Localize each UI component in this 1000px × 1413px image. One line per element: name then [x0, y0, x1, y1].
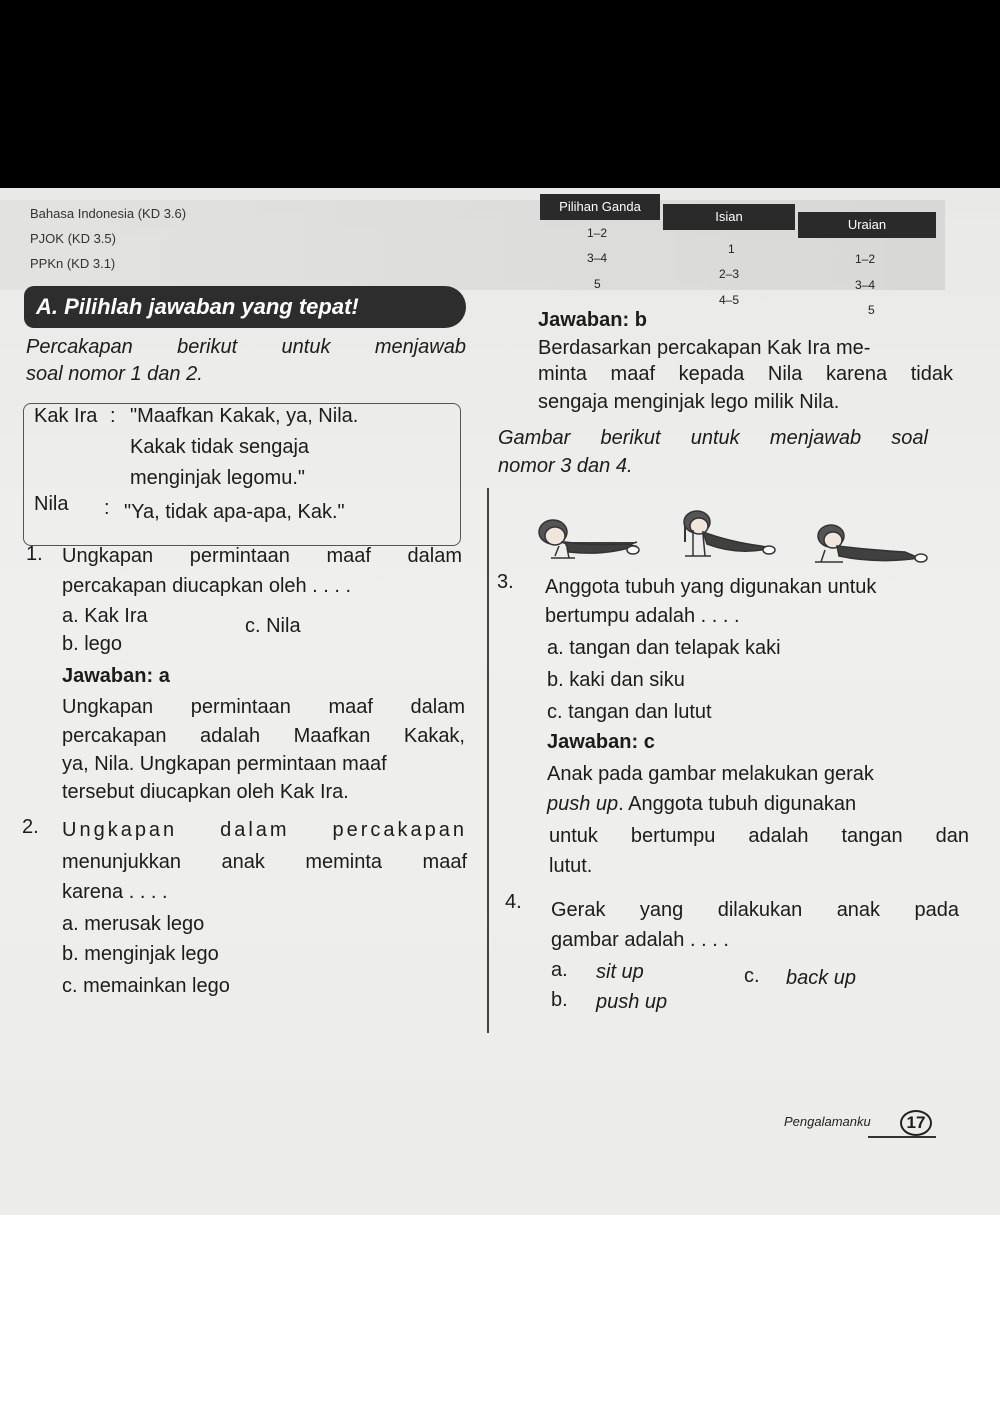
- uraian-row-2: 3–4: [855, 278, 876, 292]
- child-figure-1: [539, 520, 639, 558]
- q4-option-b-label: b.: [551, 989, 568, 1011]
- intro-line-1: Percakapan berikut untuk menjawab: [26, 336, 466, 358]
- q2-number: 2.: [22, 816, 39, 838]
- q4-option-b: push up: [596, 991, 668, 1013]
- section-title: A. Pilihlah jawaban yang tepat!: [24, 286, 466, 328]
- q4-option-a-label: a.: [551, 959, 568, 981]
- scan-border-top: [0, 0, 1000, 188]
- dialog-speaker-1: Kak Ira: [34, 405, 98, 427]
- dialog-line-1: "Maafkan Kakak, ya, Nila.: [130, 405, 359, 427]
- kd-subject-2: PJOK (KD 3.5): [30, 231, 116, 246]
- q1-option-a: a. Kak Ira: [62, 605, 148, 627]
- q1-answer: Jawaban: a: [62, 665, 170, 687]
- header-pilihan-ganda: Pilihan Ganda: [540, 194, 660, 220]
- q1-line-2: percakapan diucapkan oleh . . . .: [62, 575, 352, 597]
- dialog-line-4: "Ya, tidak apa-apa, Kak.": [124, 501, 345, 523]
- kd-subject-3: PPKn (KD 3.1): [30, 256, 116, 271]
- child-figure-3: [815, 525, 927, 562]
- q2-answer: Jawaban: b: [538, 309, 647, 331]
- isian-row-2: 2–3: [719, 267, 740, 281]
- dialog-colon-1: :: [110, 405, 116, 427]
- q3-line-2: bertumpu adalah . . . .: [545, 605, 740, 627]
- q3-option-b: b. kaki dan siku: [547, 669, 685, 691]
- kd-subject-1: Bahasa Indonesia (KD 3.6): [30, 206, 187, 221]
- intro-line-2: soal nomor 1 dan 2.: [26, 363, 203, 385]
- q3-explanation-4: lutut.: [549, 855, 593, 877]
- q3-option-c: c. tangan dan lutut: [547, 701, 712, 723]
- page-number: 17: [900, 1110, 932, 1136]
- q4-option-c: back up: [786, 967, 857, 989]
- q4-option-a: sit up: [596, 961, 644, 983]
- dialog-line-3: menginjak legomu.": [130, 467, 305, 489]
- footer-underline: [868, 1136, 936, 1138]
- uraian-row-1: 1–2: [855, 252, 876, 266]
- dialog-speaker-2: Nila: [34, 493, 69, 515]
- q3-line-1: Anggota tubuh yang digunakan untuk: [545, 576, 877, 598]
- q2-line-1: Ungkapan dalam percakapan: [62, 819, 467, 841]
- q1-number: 1.: [26, 543, 43, 565]
- header-uraian: Uraian: [798, 212, 936, 238]
- q4-line-2: gambar adalah . . . .: [551, 929, 729, 951]
- q4-option-c-label: c.: [744, 965, 760, 987]
- footer-label: Pengalamanku: [784, 1114, 871, 1129]
- q1-option-b: b. lego: [62, 633, 123, 655]
- q1-option-c: c. Nila: [245, 615, 301, 637]
- pg-row-3: 5: [594, 277, 601, 291]
- q4-number: 4.: [505, 891, 522, 913]
- q1-explanation-1: Ungkapan permintaan maaf dalam: [62, 696, 465, 718]
- dialog-colon-2: :: [104, 497, 110, 519]
- image-intro-2: nomor 3 dan 4.: [498, 455, 633, 477]
- q2-line-3: karena . . . .: [62, 881, 168, 903]
- uraian-row-3: 5: [868, 303, 875, 317]
- column-divider: [487, 488, 489, 1033]
- dialog-line-2: Kakak tidak sengaja: [130, 436, 310, 458]
- q2-option-c: c. memainkan lego: [62, 975, 230, 997]
- q4-line-1: Gerak yang dilakukan anak pada: [551, 899, 959, 921]
- q2-explanation-1: Berdasarkan percakapan Kak Ira me-: [538, 337, 871, 359]
- q3-answer: Jawaban: c: [547, 731, 655, 753]
- q2-line-2: menunjukkan anak meminta maaf: [62, 851, 467, 873]
- pg-row-1: 1–2: [587, 226, 608, 240]
- book-page: [0, 188, 1000, 1215]
- q3-explanation-2: [547, 790, 975, 818]
- q3-option-a: a. tangan dan telapak kaki: [547, 637, 781, 659]
- child-figure-2: [684, 511, 775, 556]
- image-intro-1: Gambar berikut untuk menjawab soal: [498, 427, 928, 449]
- push-up-term: push up: [547, 793, 619, 815]
- q2-option-a: a. merusak lego: [62, 913, 205, 935]
- q3-number: 3.: [497, 571, 514, 593]
- q1-explanation-2: percakapan adalah Maafkan Kakak,: [62, 725, 465, 747]
- q3-explanation-1: Anak pada gambar melakukan gerak: [547, 763, 874, 785]
- q1-line-1: Ungkapan permintaan maaf dalam: [62, 545, 462, 567]
- q1-explanation-4: tersebut diucapkan oleh Kak Ira.: [62, 781, 349, 803]
- header-isian: Isian: [663, 204, 795, 230]
- q2-explanation-3: sengaja menginjak lego milik Nila.: [538, 391, 840, 413]
- q2-option-b: b. menginjak lego: [62, 943, 219, 965]
- q3-explanation-2-rest: . Anggota tubuh digunakan: [618, 793, 857, 815]
- pg-row-2: 3–4: [587, 251, 608, 265]
- q1-explanation-3: ya, Nila. Ungkapan permintaan maaf: [62, 753, 387, 775]
- isian-row-3: 4–5: [719, 293, 740, 307]
- q2-explanation-2: minta maaf kepada Nila karena tidak: [538, 363, 953, 385]
- isian-row-1: 1: [728, 242, 735, 256]
- q3-explanation-3: untuk bertumpu adalah tangan dan: [549, 825, 969, 847]
